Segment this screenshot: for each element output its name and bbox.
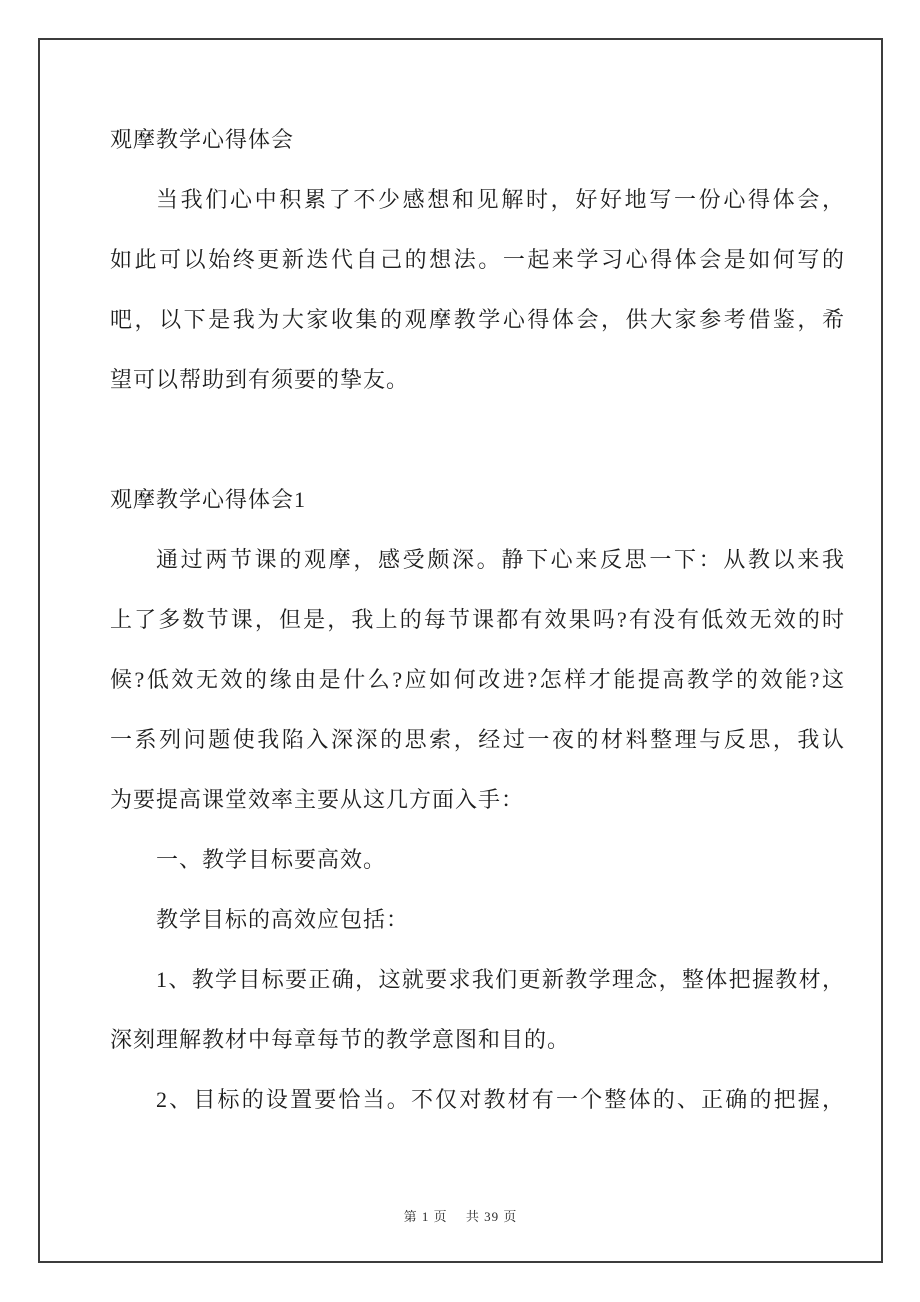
document-body bbox=[110, 110, 845, 1130]
page-number: 第 1 页 bbox=[403, 1209, 448, 1224]
page-footer bbox=[40, 1206, 881, 1225]
blank-line bbox=[110, 410, 845, 470]
body-text-line: 一系列问题使我陷入深深的思索，经过一夜的材料整理与反思，我认 bbox=[110, 727, 845, 752]
page-border-frame bbox=[38, 38, 883, 1263]
body-text-line: 候?低效无效的缘由是什么?应如何改进?怎样才能提高教学的效能?这 bbox=[110, 667, 845, 692]
section-heading: 观摩教学心得体会1 bbox=[110, 487, 307, 512]
page-total: 共 39 页 bbox=[465, 1209, 518, 1224]
body-text-line: 吧，以下是我为大家收集的观摩教学心得体会，供大家参考借鉴，希 bbox=[110, 307, 845, 332]
body-text-line: 通过两节课的观摩，感受颇深。静下心来反思一下：从教以来我 bbox=[156, 547, 845, 572]
body-text-line: 1、教学目标要正确，这就要求我们更新教学理念，整体把握教材， bbox=[156, 967, 845, 992]
body-text-line: 深刻理解教材中每章每节的教学意图和目的。 bbox=[110, 1027, 571, 1052]
body-text-line: 为要提高课堂效率主要从这几方面入手： bbox=[110, 787, 525, 812]
body-text-line: 望可以帮助到有须要的挚友。 bbox=[110, 367, 410, 392]
body-text-line: 当我们心中积累了不少感想和见解时，好好地写一份心得体会， bbox=[156, 187, 845, 212]
body-text-line: 一、教学目标要高效。 bbox=[156, 847, 387, 872]
body-text-line: 上了多数节课，但是，我上的每节课都有效果吗?有没有低效无效的时 bbox=[110, 607, 845, 632]
body-text-line: 教学目标的高效应包括： bbox=[156, 907, 410, 932]
document-title: 观摩教学心得体会 bbox=[110, 127, 295, 152]
body-text-line: 如此可以始终更新迭代自己的想法。一起来学习心得体会是如何写的 bbox=[110, 247, 845, 272]
body-text-line: 2、目标的设置要恰当。不仅对教材有一个整体的、正确的把握， bbox=[156, 1087, 845, 1112]
